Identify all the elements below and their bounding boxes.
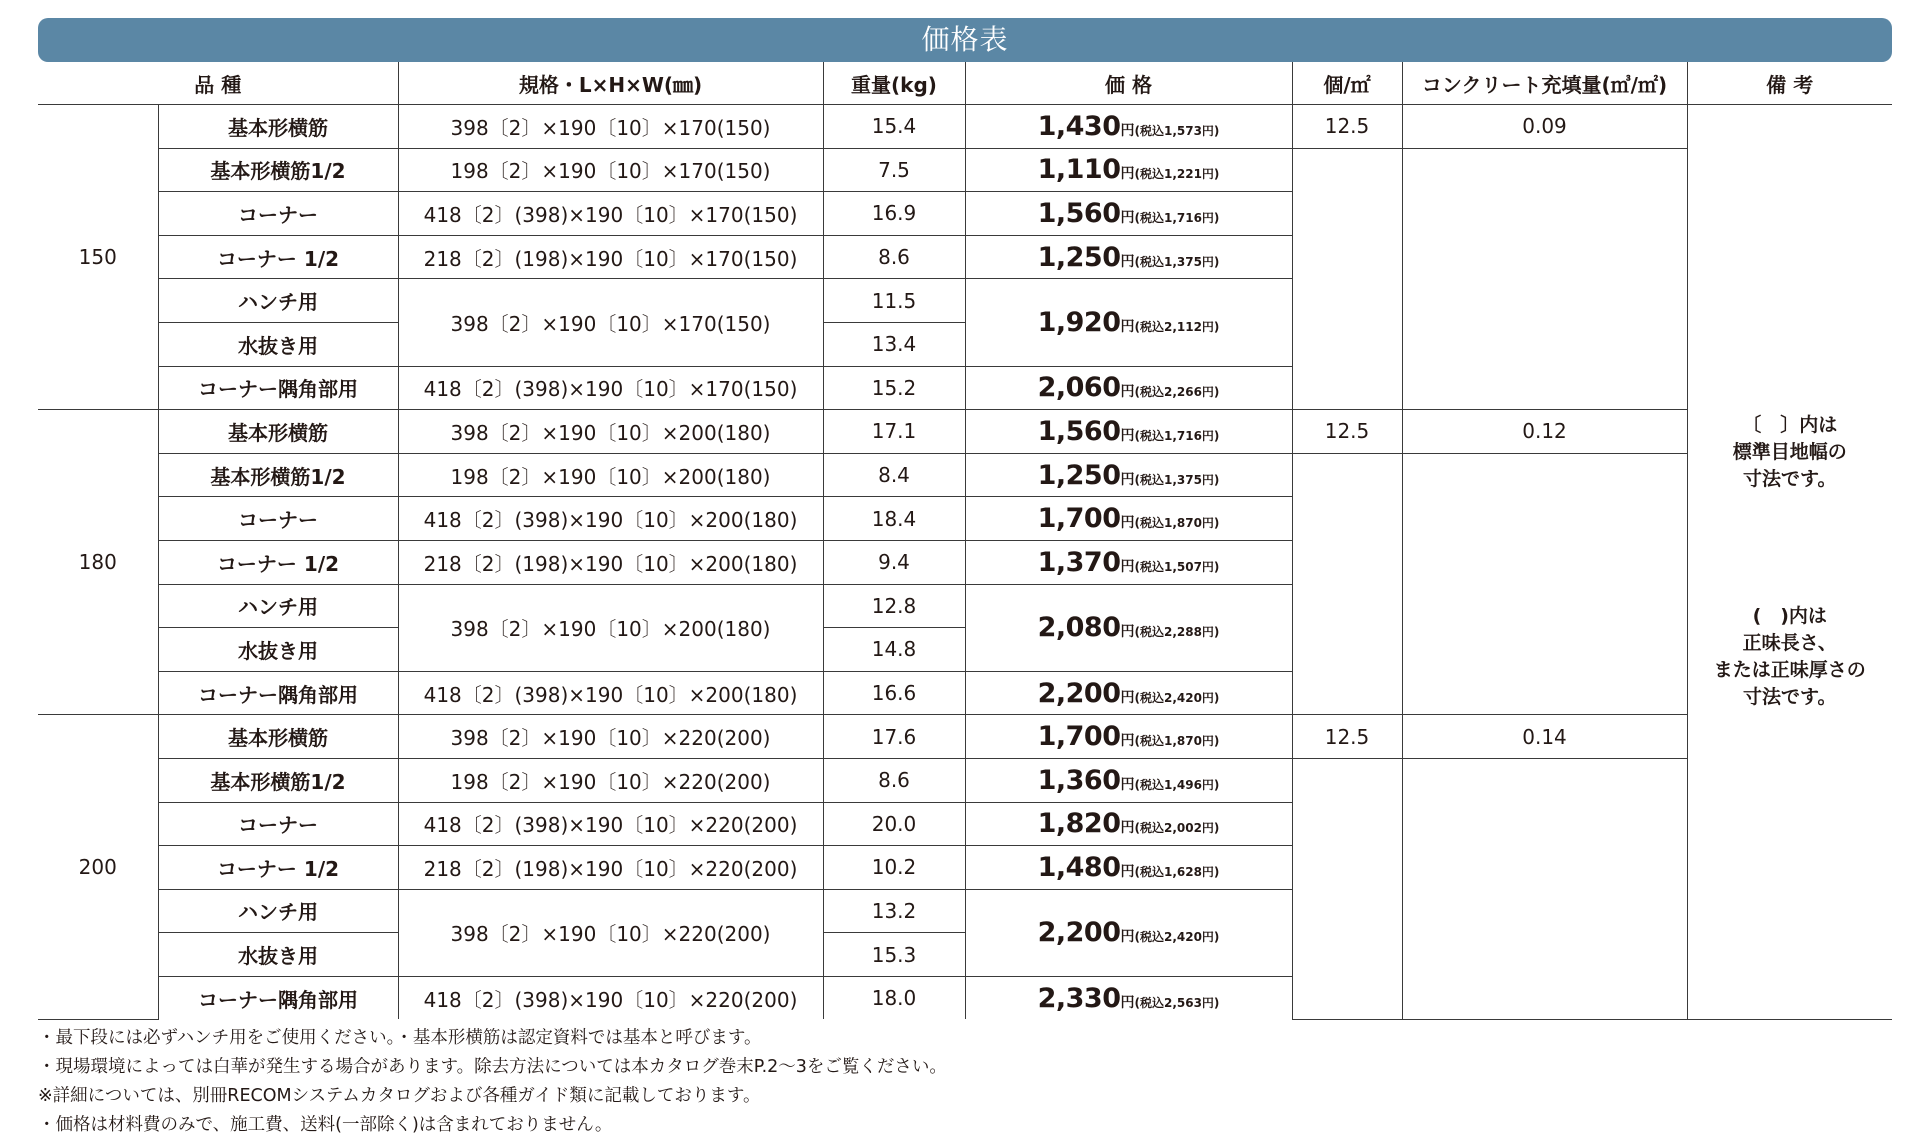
price-value: 2,060: [1037, 372, 1121, 404]
price-cell: [965, 279, 1292, 366]
price-value: 1,560: [1037, 415, 1121, 447]
footnotes: [38, 1024, 1892, 1140]
table-row: [38, 758, 1892, 802]
price-value: 1,480: [1037, 851, 1121, 883]
product-name: 基本形横筋1/2: [158, 758, 398, 802]
price-value: 1,920: [1037, 306, 1121, 338]
product-name: コーナー 1/2: [158, 846, 398, 890]
concrete-empty-cell: [1402, 453, 1687, 715]
price-unit: 円: [1120, 929, 1135, 946]
spec-cell: 198〔2〕×190〔10〕×220(200): [398, 758, 823, 802]
spec-cell: 198〔2〕×190〔10〕×200(180): [398, 453, 823, 497]
price-tax-included: (税込2,002円): [1134, 821, 1220, 836]
price-cell: [965, 846, 1292, 890]
price-tax-included: (税込1,375円): [1134, 472, 1220, 487]
size-cell: 180: [38, 410, 158, 715]
product-name: コーナー 1/2: [158, 540, 398, 584]
weight-cell: 11.5: [823, 279, 965, 323]
price-cell: [965, 671, 1292, 715]
price-cell: [965, 497, 1292, 541]
price-value: 1,360: [1037, 764, 1121, 796]
price-unit: 円: [1120, 318, 1135, 335]
price-tax-included: (税込2,288円): [1134, 625, 1220, 640]
header-juryo: 重量(kg): [823, 62, 965, 105]
price-cell: [965, 889, 1292, 976]
size-cell: 150: [38, 105, 158, 410]
product-name: 水抜き用: [158, 933, 398, 977]
spec-cell: 398〔2〕×190〔10〕×220(200): [398, 889, 823, 976]
weight-cell: 15.4: [823, 105, 965, 149]
weight-cell: 8.6: [823, 758, 965, 802]
price-cell: [965, 976, 1292, 1019]
price-cell: [965, 540, 1292, 584]
price-value: 1,560: [1037, 197, 1121, 229]
price-tax-included: (税込2,112円): [1134, 319, 1220, 334]
remark-line: 寸法です。: [1743, 468, 1837, 491]
price-tax-included: (税込1,221円): [1134, 167, 1220, 182]
spec-cell: 418〔2〕(398)×190〔10〕×220(200): [398, 802, 823, 846]
price-value: 1,110: [1037, 154, 1121, 186]
remark-spacer: [1688, 493, 1893, 603]
ko-cell: 12.5: [1292, 410, 1402, 454]
ko-empty-cell: [1292, 148, 1402, 410]
spec-cell: 218〔2〕(198)×190〔10〕×200(180): [398, 540, 823, 584]
table-row: [38, 148, 1892, 192]
product-name: コーナー: [158, 192, 398, 236]
weight-cell: 13.2: [823, 889, 965, 933]
spec-cell: 418〔2〕(398)×190〔10〕×220(200): [398, 976, 823, 1019]
footnote-line: ※詳細については、別冊RECOMシステムカタログおよび各種ガイド類に記載しております。: [38, 1086, 761, 1106]
price-value: 2,080: [1037, 612, 1121, 644]
header-ko: 個/㎡: [1292, 62, 1402, 105]
price-unit: 円: [1120, 820, 1135, 837]
weight-cell: 18.4: [823, 497, 965, 541]
price-value: 1,370: [1037, 546, 1121, 578]
price-value: 2,330: [1037, 982, 1121, 1014]
price-cell: [965, 802, 1292, 846]
footnote-line: ・価格は材料費のみで、施工費、送料(一部除く)は含まれておりません。: [38, 1115, 613, 1135]
price-value: 2,200: [1037, 917, 1121, 949]
price-cell: [965, 758, 1292, 802]
price-unit: 円: [1120, 209, 1135, 226]
footnote-line: ・現場環境によっては白華が発生する場合があります。除去方法については本カタログ巻末P.2〜3をご覧ください。: [38, 1057, 947, 1077]
table-row: [38, 715, 1892, 759]
price-tax-included: (税込1,716円): [1134, 428, 1220, 443]
table-row: [38, 410, 1892, 454]
price-tax-included: (税込1,716円): [1134, 210, 1220, 225]
weight-cell: 15.2: [823, 366, 965, 410]
concrete-empty-cell: [1402, 758, 1687, 1019]
footnote-line: ・最下段には必ずハンチ用をご使用ください。・基本形横筋は認定資料では基本と呼びます。: [38, 1028, 762, 1048]
table-row: [38, 105, 1892, 149]
remarks-cell: [1687, 105, 1892, 1020]
header-kakaku: 価 格: [965, 62, 1292, 105]
header-row: [38, 62, 1892, 105]
price-table-title: 価格表: [38, 18, 1892, 62]
price-cell: [965, 410, 1292, 454]
product-name: コーナー隅角部用: [158, 976, 398, 1019]
concrete-cell: 0.14: [1402, 715, 1687, 759]
price-tax-included: (税込2,420円): [1134, 690, 1220, 705]
product-name: ハンチ用: [158, 279, 398, 323]
weight-cell: 15.3: [823, 933, 965, 977]
price-unit: 円: [1120, 994, 1135, 1011]
product-name: 基本形横筋1/2: [158, 453, 398, 497]
price-unit: 円: [1120, 122, 1135, 139]
price-cell: [965, 192, 1292, 236]
price-tax-included: (税込2,420円): [1134, 930, 1220, 945]
ko-cell: 12.5: [1292, 105, 1402, 149]
remark-line: 寸法です。: [1743, 686, 1837, 709]
spec-cell: 218〔2〕(198)×190〔10〕×170(150): [398, 235, 823, 279]
weight-cell: 9.4: [823, 540, 965, 584]
price-unit: 円: [1120, 863, 1135, 880]
product-name: 基本形横筋: [158, 410, 398, 454]
remark-line: ( )内は: [1752, 605, 1827, 628]
header-kikaku: 規格・L×H×W(㎜): [398, 62, 823, 105]
concrete-empty-cell: [1402, 148, 1687, 410]
ko-empty-cell: [1292, 758, 1402, 1019]
remark-line: 正味長さ、: [1742, 632, 1837, 655]
weight-cell: 14.8: [823, 628, 965, 672]
remark-line: 〔 〕内は: [1742, 414, 1838, 437]
price-tax-included: (税込1,573円): [1134, 123, 1220, 138]
price-unit: 円: [1120, 427, 1135, 444]
price-unit: 円: [1120, 689, 1135, 706]
concrete-cell: 0.12: [1402, 410, 1687, 454]
product-name: 水抜き用: [158, 322, 398, 366]
weight-cell: 17.1: [823, 410, 965, 454]
table-row: [38, 453, 1892, 497]
price-table: [38, 62, 1892, 1020]
price-value: 1,700: [1037, 721, 1121, 753]
product-name: ハンチ用: [158, 584, 398, 628]
header-concrete: コンクリート充填量(㎥/㎡): [1402, 62, 1687, 105]
spec-cell: 418〔2〕(398)×190〔10〕×170(150): [398, 366, 823, 410]
weight-cell: 20.0: [823, 802, 965, 846]
product-name: ハンチ用: [158, 889, 398, 933]
price-unit: 円: [1120, 776, 1135, 793]
price-tax-included: (税込1,870円): [1134, 734, 1220, 749]
spec-cell: 398〔2〕×190〔10〕×200(180): [398, 410, 823, 454]
price-cell: [965, 715, 1292, 759]
size-cell: 200: [38, 715, 158, 1020]
price-cell: [965, 584, 1292, 671]
concrete-cell: 0.09: [1402, 105, 1687, 149]
price-unit: 円: [1120, 624, 1135, 641]
price-cell: [965, 235, 1292, 279]
price-unit: 円: [1120, 515, 1135, 532]
price-cell: [965, 105, 1292, 149]
product-name: コーナー: [158, 802, 398, 846]
weight-cell: 17.6: [823, 715, 965, 759]
price-unit: 円: [1120, 253, 1135, 270]
product-name: 基本形横筋1/2: [158, 148, 398, 192]
spec-cell: 418〔2〕(398)×190〔10〕×200(180): [398, 497, 823, 541]
price-tax-included: (税込1,496円): [1134, 777, 1220, 792]
product-name: コーナー 1/2: [158, 235, 398, 279]
weight-cell: 13.4: [823, 322, 965, 366]
header-hinshu: 品 種: [38, 62, 398, 105]
price-tax-included: (税込1,507円): [1134, 559, 1220, 574]
price-cell: [965, 366, 1292, 410]
weight-cell: 7.5: [823, 148, 965, 192]
product-name: コーナー: [158, 497, 398, 541]
price-tax-included: (税込2,266円): [1134, 385, 1220, 400]
remark-line: 標準目地幅の: [1732, 441, 1847, 464]
price-tax-included: (税込1,628円): [1134, 864, 1220, 879]
price-cell: [965, 453, 1292, 497]
ko-cell: 12.5: [1292, 715, 1402, 759]
spec-cell: 418〔2〕(398)×190〔10〕×200(180): [398, 671, 823, 715]
product-name: 基本形横筋: [158, 715, 398, 759]
product-name: 水抜き用: [158, 628, 398, 672]
weight-cell: 10.2: [823, 846, 965, 890]
header-biko: 備 考: [1687, 62, 1892, 105]
price-value: 1,820: [1037, 808, 1121, 840]
spec-cell: 398〔2〕×190〔10〕×220(200): [398, 715, 823, 759]
price-unit: 円: [1120, 166, 1135, 183]
price-unit: 円: [1120, 733, 1135, 750]
weight-cell: 16.6: [823, 671, 965, 715]
price-cell: [965, 148, 1292, 192]
spec-cell: 398〔2〕×190〔10〕×200(180): [398, 584, 823, 671]
spec-cell: 398〔2〕×190〔10〕×170(150): [398, 279, 823, 366]
weight-cell: 16.9: [823, 192, 965, 236]
price-tax-included: (税込1,870円): [1134, 516, 1220, 531]
weight-cell: 12.8: [823, 584, 965, 628]
weight-cell: 8.6: [823, 235, 965, 279]
spec-cell: 398〔2〕×190〔10〕×170(150): [398, 105, 823, 149]
spec-cell: 418〔2〕(398)×190〔10〕×170(150): [398, 192, 823, 236]
product-name: コーナー隅角部用: [158, 671, 398, 715]
spec-cell: 218〔2〕(198)×190〔10〕×220(200): [398, 846, 823, 890]
remark-line: または正味厚さの: [1713, 659, 1866, 682]
price-unit: 円: [1120, 558, 1135, 575]
spec-cell: 198〔2〕×190〔10〕×170(150): [398, 148, 823, 192]
product-name: 基本形横筋: [158, 105, 398, 149]
price-value: 1,250: [1037, 459, 1121, 491]
weight-cell: 18.0: [823, 976, 965, 1019]
price-value: 1,430: [1037, 110, 1121, 142]
price-tax-included: (税込1,375円): [1134, 254, 1220, 269]
price-value: 2,200: [1037, 677, 1121, 709]
price-value: 1,700: [1037, 503, 1121, 535]
price-unit: 円: [1120, 384, 1135, 401]
price-tax-included: (税込2,563円): [1134, 995, 1220, 1010]
price-unit: 円: [1120, 471, 1135, 488]
product-name: コーナー隅角部用: [158, 366, 398, 410]
price-value: 1,250: [1037, 241, 1121, 273]
ko-empty-cell: [1292, 453, 1402, 715]
weight-cell: 8.4: [823, 453, 965, 497]
